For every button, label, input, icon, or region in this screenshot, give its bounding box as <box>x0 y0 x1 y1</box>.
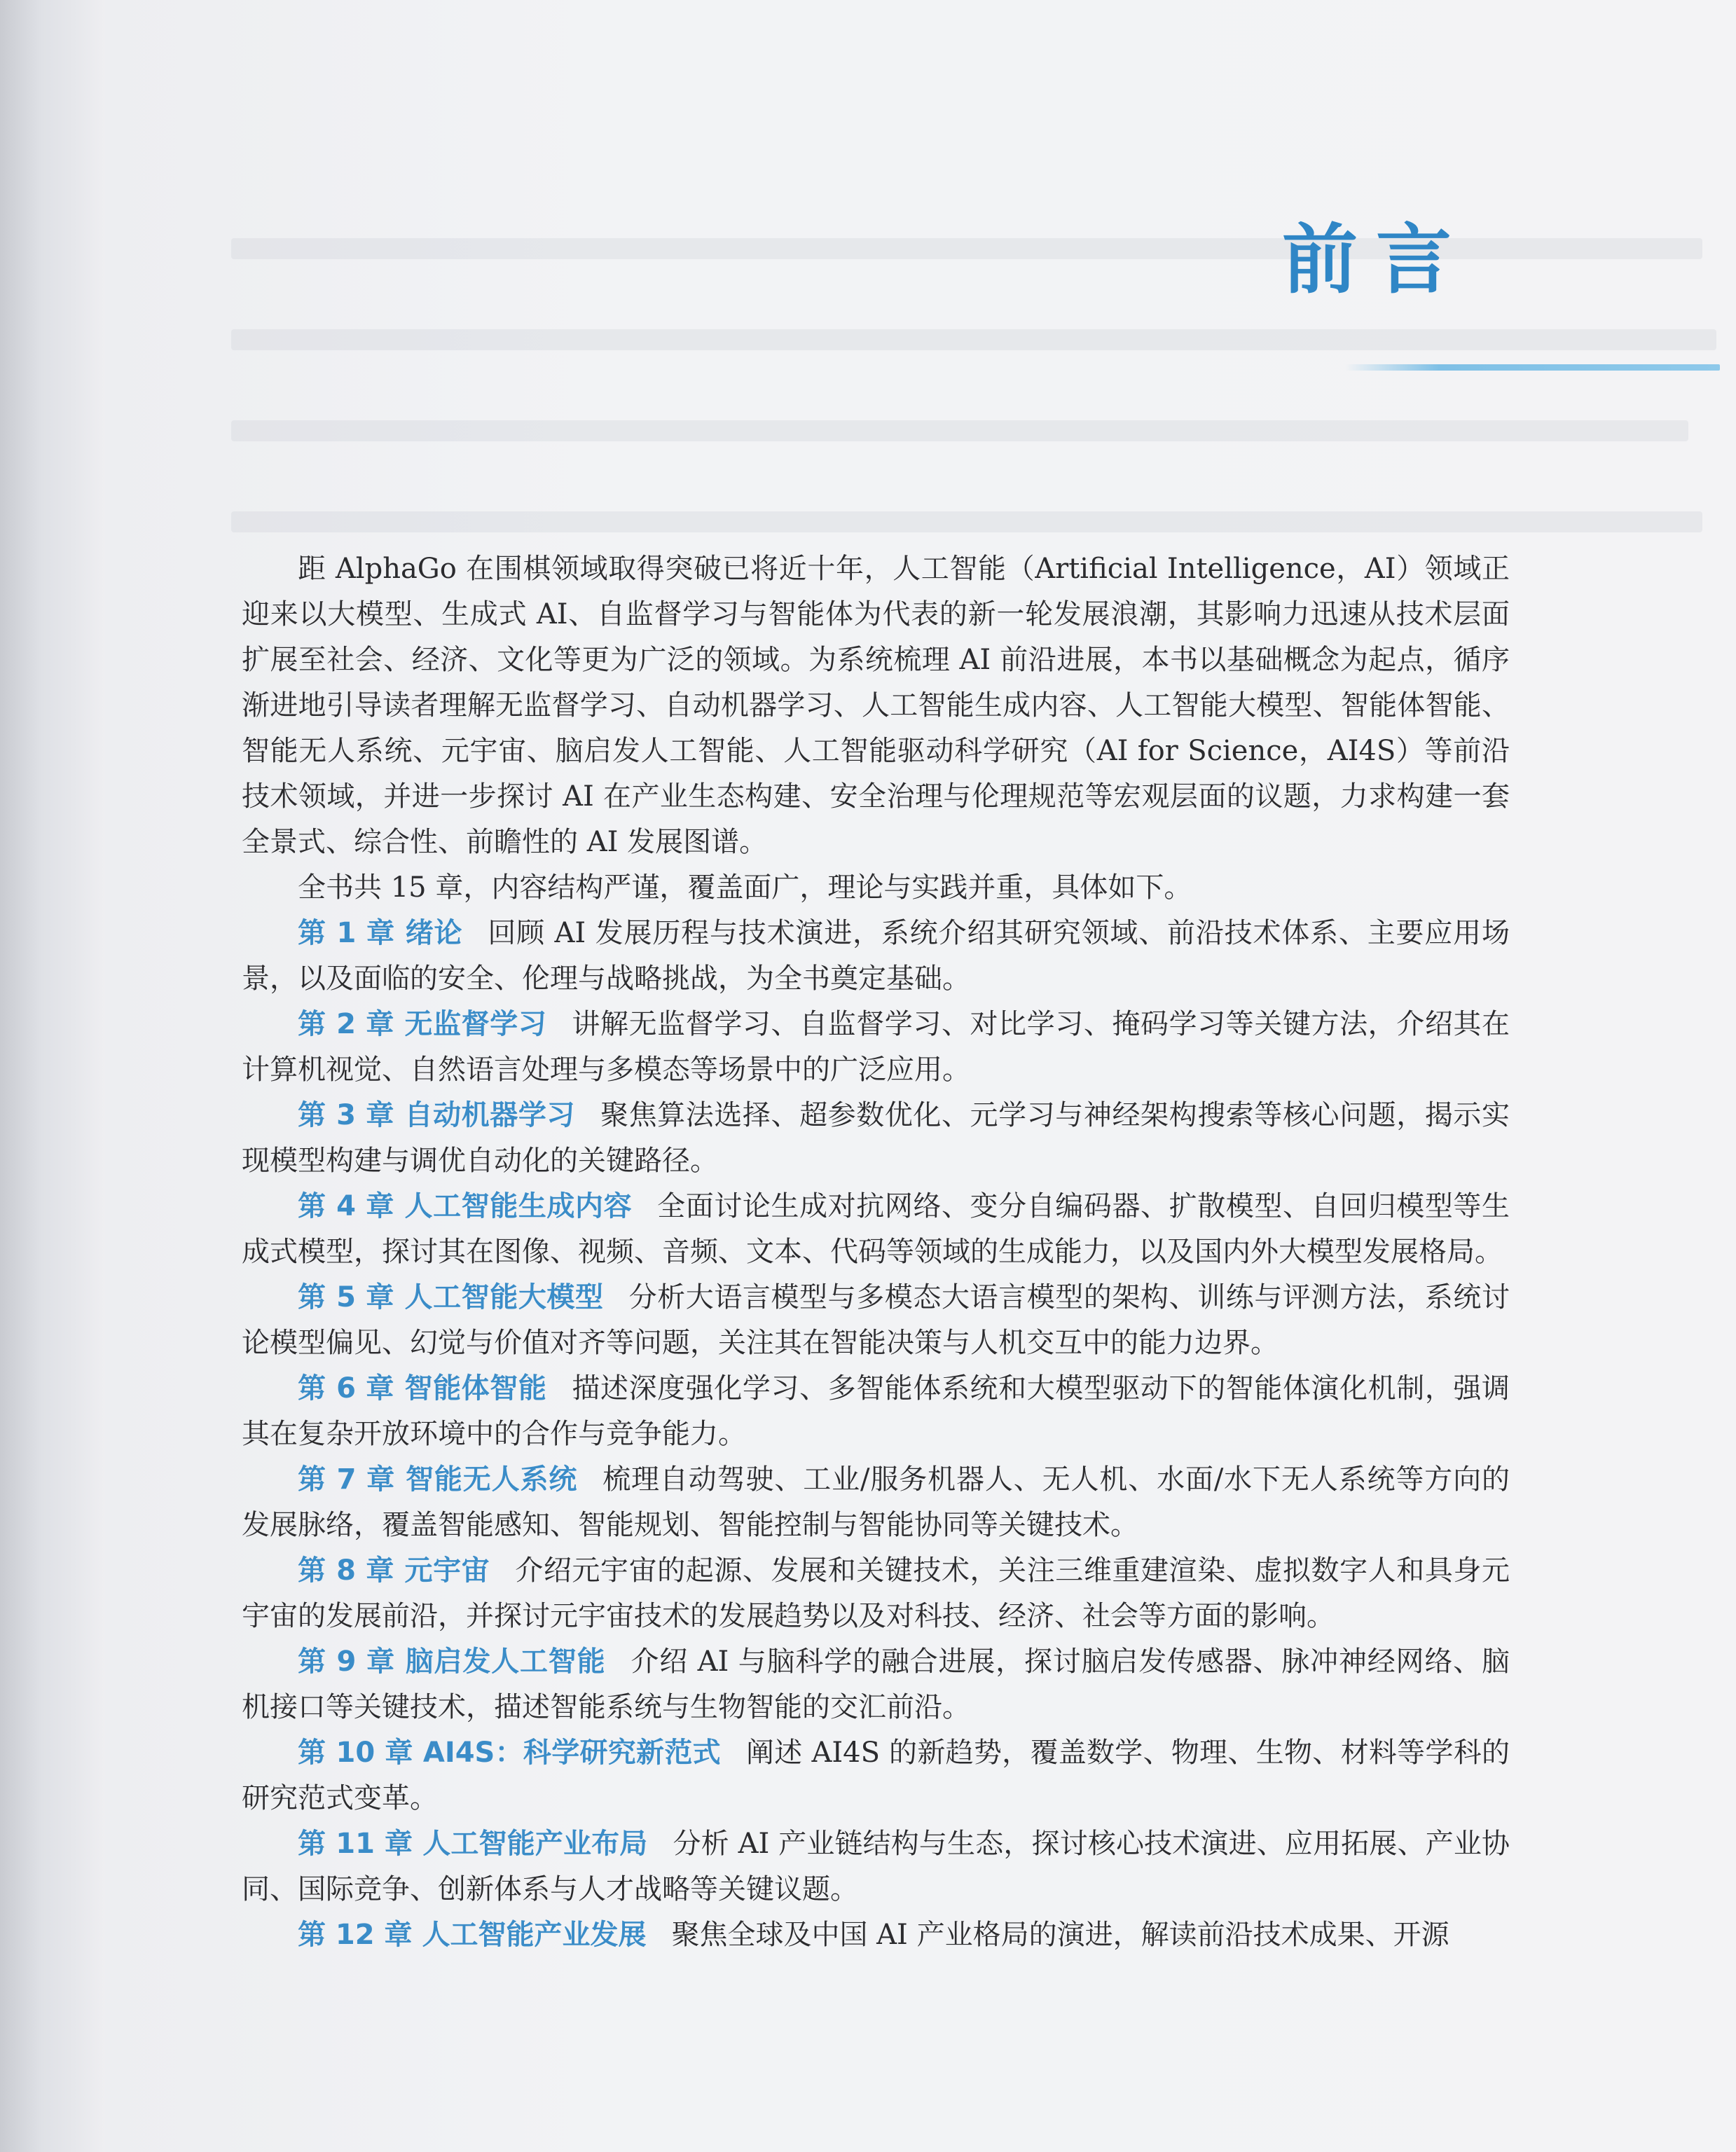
preface-body <box>242 546 1510 1958</box>
paragraph-text: 分析 AI 产业链结构与生态，探讨核心技术演进、应用拓展、产业协同、国际竞争、创新体系与人才战略等关键议题。 <box>242 1828 1510 1905</box>
paragraph-text: 聚焦算法选择、超参数优化、元学习与神经架构搜索等核心问题，揭示实现模型构建与调优自动化的关键路径。 <box>242 1099 1510 1177</box>
chapter-label: 第 9 章 脑启发人工智能 <box>298 1646 606 1678</box>
paragraph-text: 回顾 AI 发展历程与技术演进，系统介绍其研究领域、前沿技术体系、主要应用场景，以及面临的安全、伦理与战略挑战，为全书奠定基础。 <box>242 917 1510 995</box>
chapter-label: 第 6 章 智能体智能 <box>298 1372 547 1405</box>
paragraph <box>242 1639 1510 1730</box>
chapter-label: 第 1 章 绪论 <box>298 917 463 949</box>
chapter-label: 第 2 章 无监督学习 <box>298 1008 547 1040</box>
paragraph <box>242 1184 1510 1275</box>
paragraph <box>242 1548 1510 1639</box>
paragraph <box>242 1366 1510 1457</box>
book-gutter-shadow <box>0 0 105 2152</box>
paragraph-text: 分析大语言模型与多模态大语言模型的架构、训练与评测方法，系统讨论模型偏见、幻觉与价值对齐等问题，关注其在智能决策与人机交互中的能力边界。 <box>242 1281 1510 1359</box>
title-underline <box>1345 364 1720 371</box>
paragraph <box>242 865 1510 911</box>
paragraph <box>242 546 1510 865</box>
chapter-label: 第 4 章 人工智能生成内容 <box>298 1190 633 1222</box>
paragraph-text: 全面讨论生成对抗网络、变分自编码器、扩散模型、自回归模型等生成式模型，探讨其在图像、视频、音频、文本、代码等领域的生成能力，以及国内外大模型发展格局。 <box>242 1190 1510 1268</box>
paragraph-text: 距 AlphaGo 在围棋领域取得突破已将近十年，人工智能（Artificial Intelligence，AI）领域正迎来以大模型、生成式 AI、自监督学习与智能体为代表的新一轮发展浪潮，其影响力迅速从技术层面扩展至社会、经济、文化等更为广泛的领域。为系统梳理 AI 前沿进展，本书以基础概念为起点，循序渐进地引导读者理解无监督学习、自动机器学习、人工智能生成内容、人工智能大模型、智能体智能、智能无人系统、元宇宙、脑启发人工智能、人工智能驱动科学研究（AI for Science，AI4S）等前沿技术领域，并进一步探讨 AI 在产业生态构建、安全治理与伦理规范等宏观层面的议题，力求构建一套全景式、综合性、前瞻性的 AI 发展图谱。 <box>242 553 1510 858</box>
paragraph <box>242 911 1510 1002</box>
paragraph-text: 介绍 AI 与脑科学的融合进展，探讨脑启发传感器、脉冲神经网络、脑机接口等关键技术，描述智能系统与生物智能的交汇前沿。 <box>242 1646 1510 1723</box>
paragraph-text: 聚焦全球及中国 AI 产业格局的演进，解读前沿技术成果、开源 <box>671 1919 1449 1951</box>
chapter-label: 第 3 章 自动机器学习 <box>298 1099 575 1131</box>
paragraph <box>242 1002 1510 1093</box>
chapter-label: 第 12 章 人工智能产业发展 <box>298 1919 647 1951</box>
chapter-label: 第 8 章 元宇宙 <box>298 1554 490 1587</box>
paragraph-text: 梳理自动驾驶、工业/服务机器人、无人机、水面/水下无人系统等方向的发展脉络，覆盖智能感知、智能规划、智能控制与智能协同等关键技术。 <box>242 1463 1510 1541</box>
bleed-through-text <box>231 238 1702 259</box>
bleed-through-text <box>231 329 1716 350</box>
paragraph <box>242 1912 1510 1958</box>
page-title: 前言 <box>1282 216 1470 304</box>
paragraph <box>242 1821 1510 1912</box>
bleed-through-text <box>231 511 1702 532</box>
paragraph <box>242 1457 1510 1548</box>
paragraph-text: 阐述 AI4S 的新趋势，覆盖数学、物理、生物、材料等学科的研究范式变革。 <box>242 1737 1510 1814</box>
chapter-label: 第 11 章 人工智能产业布局 <box>298 1828 648 1860</box>
paragraph <box>242 1730 1510 1821</box>
paragraph-text: 描述深度强化学习、多智能体系统和大模型驱动下的智能体演化机制，强调其在复杂开放环境中的合作与竞争能力。 <box>242 1372 1510 1450</box>
chapter-label: 第 10 章 AI4S：科学研究新范式 <box>298 1737 721 1769</box>
paragraph-text: 全书共 15 章，内容结构严谨，覆盖面广，理论与实践并重，具体如下。 <box>298 871 1192 904</box>
paragraph-text: 讲解无监督学习、自监督学习、对比学习、掩码学习等关键方法，介绍其在计算机视觉、自然语言处理与多模态等场景中的广泛应用。 <box>242 1008 1510 1086</box>
chapter-label: 第 5 章 人工智能大模型 <box>298 1281 604 1313</box>
paragraph-text: 介绍元宇宙的起源、发展和关键技术，关注三维重建渲染、虚拟数字人和具身元宇宙的发展前沿，并探讨元宇宙技术的发展趋势以及对科技、经济、社会等方面的影响。 <box>242 1554 1510 1632</box>
chapter-label: 第 7 章 智能无人系统 <box>298 1463 578 1496</box>
paragraph <box>242 1275 1510 1366</box>
bleed-through-text <box>231 420 1688 441</box>
paragraph <box>242 1093 1510 1184</box>
